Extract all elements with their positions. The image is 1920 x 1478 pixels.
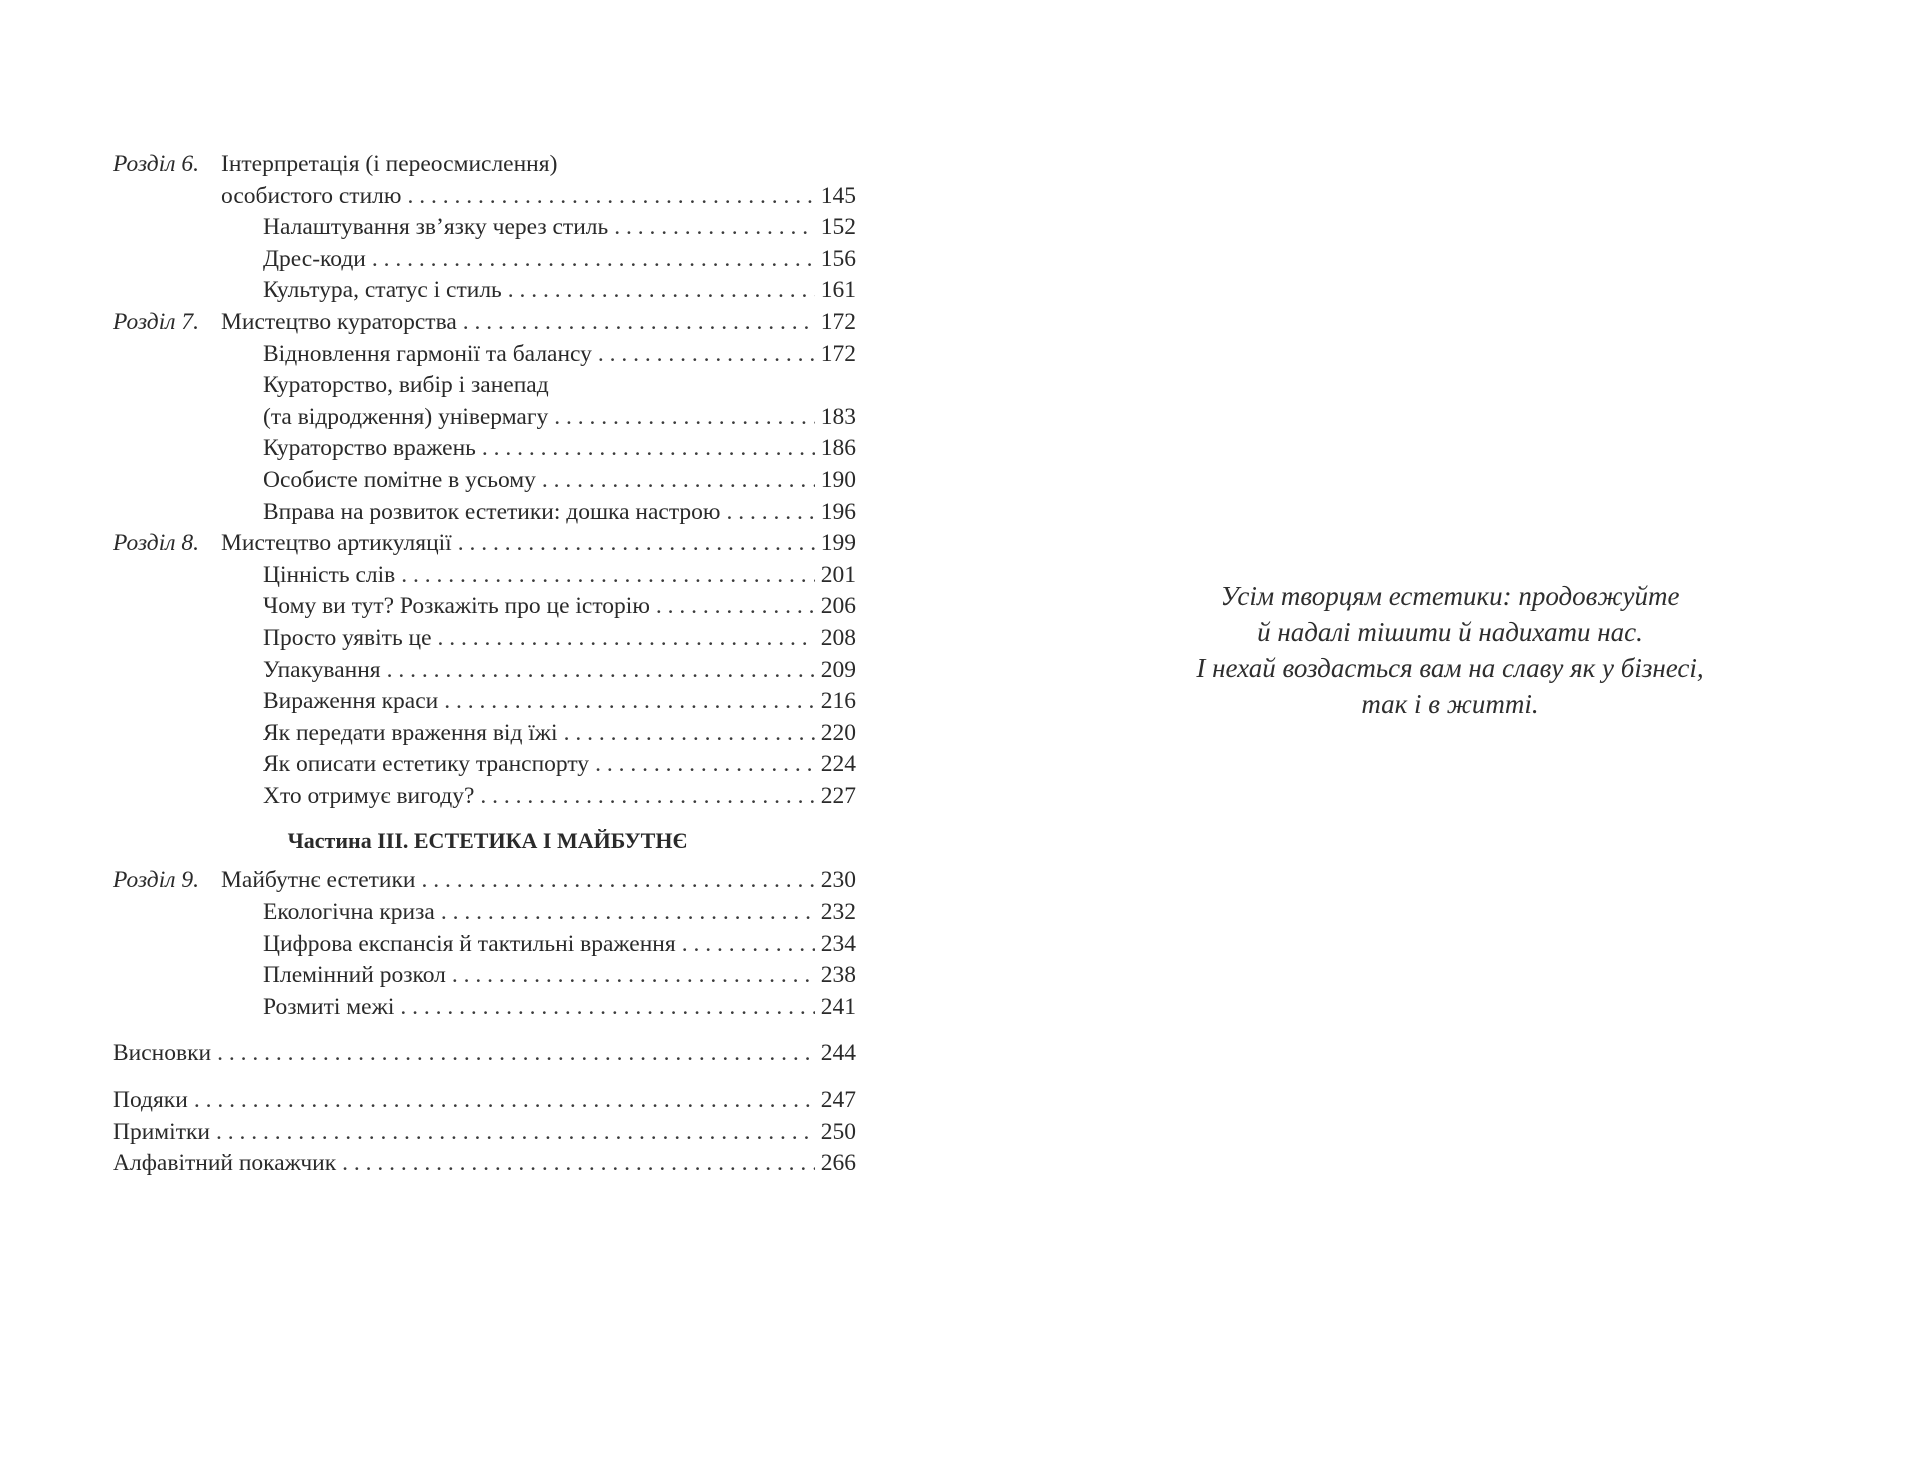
toc-entry-title: Цінність слів bbox=[263, 561, 396, 588]
page-number: 234 bbox=[820, 930, 856, 957]
page-number: 230 bbox=[820, 867, 856, 894]
dot-leader bbox=[554, 402, 815, 434]
toc-entry-line bbox=[113, 1038, 856, 1070]
dot-leader bbox=[682, 929, 815, 961]
page-number: 232 bbox=[820, 899, 856, 926]
page-number: 238 bbox=[820, 962, 856, 989]
toc-entry-line bbox=[263, 897, 856, 929]
page-number: 156 bbox=[820, 245, 856, 272]
toc-entry-line bbox=[221, 149, 856, 181]
chapter-label: Розділ 8. bbox=[113, 530, 199, 557]
toc-entry-title: Алфавітний покажчик bbox=[113, 1150, 337, 1177]
toc-entry bbox=[113, 718, 856, 750]
page-number: 161 bbox=[820, 277, 856, 304]
toc-entry bbox=[113, 960, 856, 992]
toc-entry bbox=[113, 528, 856, 560]
toc-entry bbox=[113, 781, 856, 813]
dot-leader bbox=[458, 528, 815, 560]
toc-entry-line bbox=[221, 528, 856, 560]
toc-entry bbox=[113, 307, 856, 339]
toc-entry-title: Вираження краси bbox=[263, 688, 439, 715]
toc-entry-title: Просто уявіть це bbox=[263, 624, 432, 651]
page-number: 216 bbox=[820, 688, 856, 715]
page-number: 220 bbox=[820, 719, 856, 746]
page-number: 183 bbox=[820, 403, 856, 430]
dot-leader bbox=[598, 339, 815, 371]
toc-entry bbox=[113, 1085, 856, 1117]
page-number: 196 bbox=[820, 498, 856, 525]
page-number: 266 bbox=[820, 1150, 856, 1177]
dot-leader bbox=[452, 960, 815, 992]
toc-entry bbox=[113, 929, 856, 961]
toc-entry-line bbox=[263, 370, 856, 402]
toc-entry-line bbox=[221, 307, 856, 339]
toc-entry-title: Вправа на розвиток естетики: дошка настрою bbox=[263, 498, 721, 525]
toc-entry-line bbox=[263, 623, 856, 655]
toc-entry-line bbox=[113, 1117, 856, 1149]
toc-entry bbox=[113, 1038, 856, 1070]
toc-entry-line bbox=[263, 212, 856, 244]
toc-entry bbox=[113, 749, 856, 781]
toc-entry-title: Хто отримує вигоду? bbox=[263, 782, 475, 809]
toc-entry-title: Кураторство, вибір і занепад bbox=[263, 372, 549, 399]
toc-entry bbox=[113, 433, 856, 465]
page-number: 208 bbox=[820, 624, 856, 651]
dot-leader bbox=[422, 865, 815, 897]
toc-entry bbox=[113, 1117, 856, 1149]
toc-entry bbox=[113, 212, 856, 244]
toc-entry-title: Подяки bbox=[113, 1087, 188, 1114]
toc-entry bbox=[113, 591, 856, 623]
toc-entry-title: Мистецтво кураторства bbox=[221, 308, 457, 335]
toc-entry-line bbox=[263, 992, 856, 1024]
toc-entry-title: Племінний розкол bbox=[263, 962, 446, 989]
toc-entry-line bbox=[263, 339, 856, 371]
dedication-line: й надалі тішити й надихати нас. bbox=[1257, 617, 1643, 647]
dot-leader bbox=[387, 655, 815, 687]
toc-entry-title: Відновлення гармонії та балансу bbox=[263, 340, 592, 367]
dedication-line: І нехай воздасться вам на славу як у бізнесі, bbox=[1196, 653, 1704, 683]
dedication-line: Усім творцям естетики: продовжуйте bbox=[1220, 581, 1680, 611]
dot-leader bbox=[342, 1148, 815, 1180]
dot-leader bbox=[726, 497, 814, 529]
toc-entry bbox=[113, 244, 856, 276]
dot-leader bbox=[407, 181, 814, 213]
toc-entry-line bbox=[263, 960, 856, 992]
part-heading: Частина ІІІ. ЕСТЕТИКА І МАЙБУТНЄ bbox=[287, 828, 688, 854]
toc-entry-title: Дрес-коди bbox=[263, 245, 366, 272]
page-number: 199 bbox=[820, 530, 856, 557]
page-number: 152 bbox=[820, 214, 856, 241]
toc-entry-title: Кураторство вражень bbox=[263, 435, 476, 462]
toc-entry-title: Примітки bbox=[113, 1118, 210, 1145]
toc-entry-title: (та відродження) універмагу bbox=[263, 403, 549, 430]
dot-leader bbox=[217, 1038, 815, 1070]
toc-entry bbox=[113, 655, 856, 687]
dedication bbox=[1090, 578, 1810, 722]
toc-entry-title: Налаштування зв’язку через стиль bbox=[263, 214, 609, 241]
toc-entry-title: Культура, статус і стиль bbox=[263, 277, 502, 304]
toc-entry-line bbox=[263, 686, 856, 718]
toc-entry-title: особистого стилю bbox=[221, 182, 402, 209]
page-number: 186 bbox=[820, 435, 856, 462]
section-gap bbox=[113, 1070, 856, 1085]
toc-entry-title: Висновки bbox=[113, 1040, 212, 1067]
toc-entry-line bbox=[263, 749, 856, 781]
dot-leader bbox=[401, 560, 814, 592]
toc-entry-title: Майбутнє естетики bbox=[221, 867, 416, 894]
toc-entry bbox=[113, 181, 856, 213]
section-gap bbox=[113, 1023, 856, 1038]
toc-entry-title: Інтерпретація (і переосмислення) bbox=[221, 151, 558, 177]
dot-leader bbox=[441, 897, 815, 929]
toc-entry-line bbox=[263, 929, 856, 961]
dot-leader bbox=[194, 1085, 815, 1117]
toc-entry bbox=[113, 275, 856, 307]
toc-entry bbox=[113, 1148, 856, 1180]
toc-entry bbox=[113, 497, 856, 529]
toc-entry-title: Мистецтво артикуляції bbox=[221, 530, 452, 557]
toc-entry-line bbox=[263, 275, 856, 307]
toc-entry-title: Як описати естетику транспорту bbox=[263, 751, 590, 778]
dot-leader bbox=[656, 591, 815, 623]
toc-entry-line bbox=[113, 1085, 856, 1117]
toc-entry bbox=[113, 465, 856, 497]
page-number: 172 bbox=[820, 308, 856, 335]
toc-entry bbox=[113, 623, 856, 655]
page-number: 190 bbox=[820, 466, 856, 493]
dot-leader bbox=[508, 275, 815, 307]
toc-entry-title: Особисте помітне в усьому bbox=[263, 466, 536, 493]
toc-entry-title: Розмиті межі bbox=[263, 993, 395, 1020]
toc-entry bbox=[113, 897, 856, 929]
page-number: 250 bbox=[820, 1118, 856, 1145]
dot-leader bbox=[482, 433, 815, 465]
toc-entry-title: Екологічна криза bbox=[263, 899, 435, 926]
toc-entry bbox=[113, 402, 856, 434]
toc-entry-line bbox=[113, 1148, 856, 1180]
toc-entry bbox=[113, 370, 856, 402]
toc-entry-line bbox=[263, 781, 856, 813]
page-number: 209 bbox=[820, 656, 856, 683]
chapter-label: Розділ 9. bbox=[113, 867, 199, 894]
toc-entry bbox=[113, 686, 856, 718]
toc-entry-line bbox=[263, 402, 856, 434]
toc-entry-line bbox=[263, 655, 856, 687]
toc-entry-line bbox=[263, 433, 856, 465]
toc-entry-line bbox=[263, 591, 856, 623]
toc-entry bbox=[113, 992, 856, 1024]
toc-entry-line bbox=[263, 244, 856, 276]
toc-entry-line bbox=[221, 865, 856, 897]
toc-entry bbox=[113, 560, 856, 592]
toc-entry-line bbox=[263, 497, 856, 529]
page-number: 227 bbox=[820, 782, 856, 809]
toc-entry-title: Цифрова експансія й тактильні враження bbox=[263, 930, 676, 957]
toc-entry bbox=[113, 339, 856, 371]
page-number: 247 bbox=[820, 1087, 856, 1114]
dot-leader bbox=[564, 718, 815, 750]
toc-entry-title: Чому ви тут? Розкажіть про це історію bbox=[263, 593, 650, 620]
page-number: 172 bbox=[820, 340, 856, 367]
chapter-label: Розділ 7. bbox=[113, 308, 199, 335]
toc-entry bbox=[113, 149, 856, 181]
chapter-label: Розділ 6. bbox=[113, 151, 199, 177]
page-number: 224 bbox=[820, 751, 856, 778]
page-number: 206 bbox=[820, 593, 856, 620]
toc-entry-line bbox=[263, 560, 856, 592]
page-number: 201 bbox=[820, 561, 856, 588]
toc-entry-title: Упакування bbox=[263, 656, 381, 683]
dot-leader bbox=[216, 1117, 815, 1149]
page-number: 241 bbox=[820, 993, 856, 1020]
page-number: 145 bbox=[820, 182, 856, 209]
dot-leader bbox=[480, 781, 814, 813]
toc-entry-title: Як передати враження від їжі bbox=[263, 719, 558, 746]
dot-leader bbox=[400, 992, 814, 1024]
table-of-contents bbox=[113, 149, 856, 1180]
toc-entry bbox=[113, 865, 856, 897]
dedication-line: так і в житті. bbox=[1361, 689, 1539, 719]
page-number: 244 bbox=[820, 1040, 856, 1067]
toc-entry-line bbox=[263, 718, 856, 750]
toc-entry-line bbox=[263, 465, 856, 497]
dot-leader bbox=[438, 623, 815, 655]
dot-leader bbox=[595, 749, 815, 781]
dot-leader bbox=[444, 686, 815, 718]
dot-leader bbox=[372, 244, 815, 276]
dot-leader bbox=[614, 212, 815, 244]
toc-entry-line bbox=[221, 181, 856, 213]
dot-leader bbox=[463, 307, 815, 339]
dot-leader bbox=[542, 465, 815, 497]
